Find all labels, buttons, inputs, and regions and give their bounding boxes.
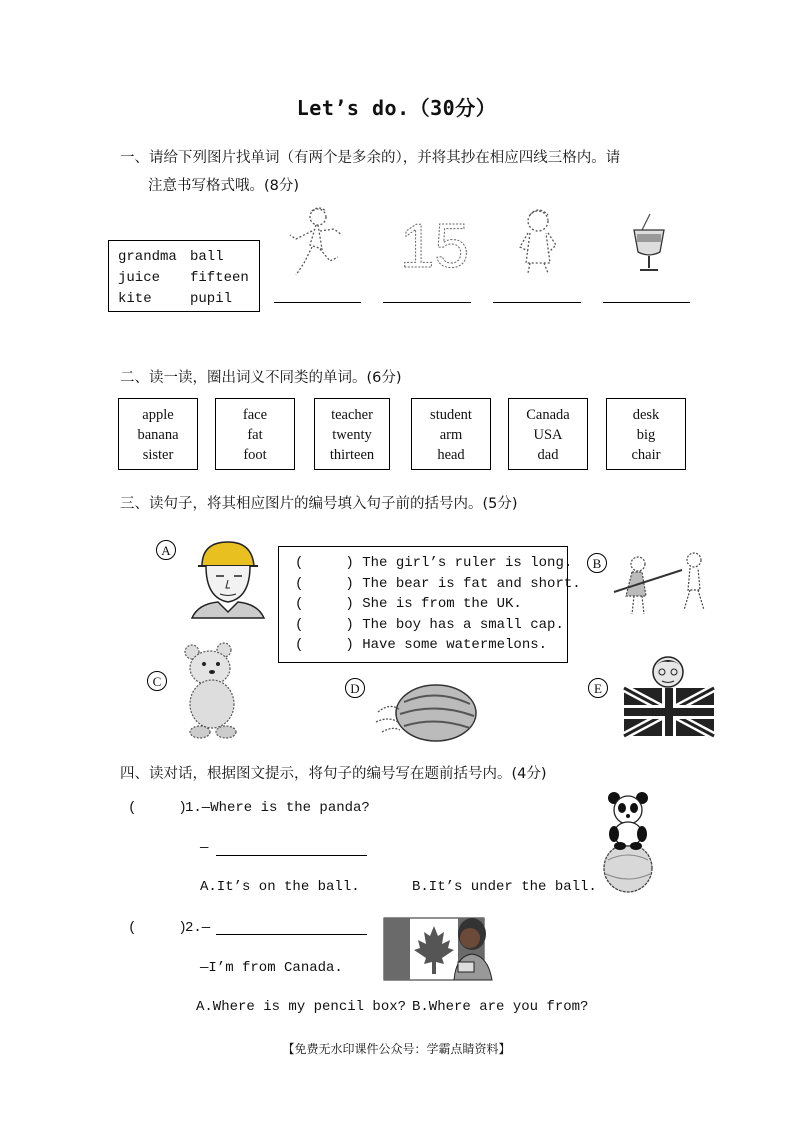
q2-option-a: A.Where is my pencil box? [196,999,407,1015]
group-word[interactable]: thirteen [329,447,375,463]
group-word[interactable]: sister [142,447,174,463]
section1-heading-cont: 注意书写格式哦。(8分) [148,178,300,194]
q2-answer: —I’m from Canada. [200,960,343,976]
q2-option-b: B.Where are you from? [412,999,589,1015]
running-boy-picture [282,205,352,280]
label-d: D [345,678,365,698]
group-word[interactable]: USA [533,427,563,443]
word-group [411,398,491,470]
watermelon-picture [374,682,480,744]
sentence[interactable]: ( ) The boy has a small cap. [295,617,564,633]
bear-picture [178,640,254,740]
word: kite [118,291,152,307]
group-word[interactable]: twenty [332,427,372,443]
uk-flag-picture [624,654,714,738]
word: pupil [190,291,233,307]
word-group [508,398,588,470]
word-group [215,398,295,470]
group-word[interactable]: fat [247,427,263,443]
boy-with-cap-picture [188,536,268,620]
section4-heading: 四、读对话，根据图文提示，将句子的编号写在题前括号内。(4分) [120,766,547,782]
q1-answer-dash: — [200,840,209,856]
sentence[interactable]: ( ) The girl’s ruler is long. [295,555,573,571]
sentence[interactable]: ( ) She is from the UK. [295,596,522,612]
q1-option-b: B.It’s under the ball. [412,879,597,895]
q1-question: 1.—Where is the panda? [185,800,370,816]
word: fifteen [190,270,249,286]
group-word[interactable]: big [636,427,656,443]
q2-question: 2.— [185,920,211,936]
word-group [314,398,390,470]
word-group [606,398,686,470]
section1-heading: 一、请给下列图片找单词（有两个是多余的），并将其抄在相应四线三格内。请 [120,150,621,166]
group-word[interactable]: head [437,447,465,463]
word: grandma [118,249,177,265]
answer-line[interactable] [383,302,471,303]
panda-on-ball-picture [596,790,660,894]
group-word[interactable]: foot [243,447,267,463]
number-fifteen-picture [398,212,469,281]
answer-line[interactable] [274,302,361,303]
answer-line[interactable] [603,302,690,303]
sentence[interactable]: ( ) Have some watermelons. [295,637,548,653]
group-word[interactable]: banana [137,427,179,443]
number-text: 15 [400,212,469,281]
q2-answer-line[interactable] [216,934,367,935]
q2-bracket[interactable]: ( ) [128,920,187,936]
word: juice [118,270,161,286]
group-word[interactable]: student [430,407,472,423]
q1-option-a: A.It’s on the ball. [200,879,360,895]
footer-note: 【免费无水印课件公众号：学霸点睛资料】 [282,1042,511,1056]
canada-flag-picture [384,916,502,982]
label-b: B [587,553,607,573]
group-word[interactable]: dad [537,447,559,463]
word: ball [190,249,224,265]
group-word[interactable]: teacher [331,407,373,423]
q1-bracket[interactable]: ( ) [128,800,187,816]
group-word[interactable]: arm [439,427,463,443]
children-with-ruler-picture [612,548,716,620]
label-c: C [147,671,167,691]
word-bank [108,240,260,312]
answer-line[interactable] [493,302,581,303]
group-word[interactable]: face [242,407,268,423]
grandma-picture [508,207,564,275]
label-e: E [588,678,608,698]
section2-heading: 二、读一读，圈出词义不同类的单词。(6分) [120,370,402,386]
sentences-box [278,546,581,663]
group-word[interactable]: apple [142,407,174,423]
juice-glass-picture [628,212,670,276]
group-word[interactable]: chair [631,447,661,463]
group-word[interactable]: desk [632,407,660,423]
q1-answer-line[interactable] [216,855,367,856]
sentence[interactable]: ( ) The bear is fat and short. [295,576,581,592]
page-title: Let’s do.（30分） [296,96,497,120]
label-a: A [156,540,176,560]
section3-heading: 三、读句子，将其相应图片的编号填入句子前的括号内。(5分) [120,496,518,512]
group-word[interactable]: Canada [526,407,570,423]
word-group [118,398,198,470]
